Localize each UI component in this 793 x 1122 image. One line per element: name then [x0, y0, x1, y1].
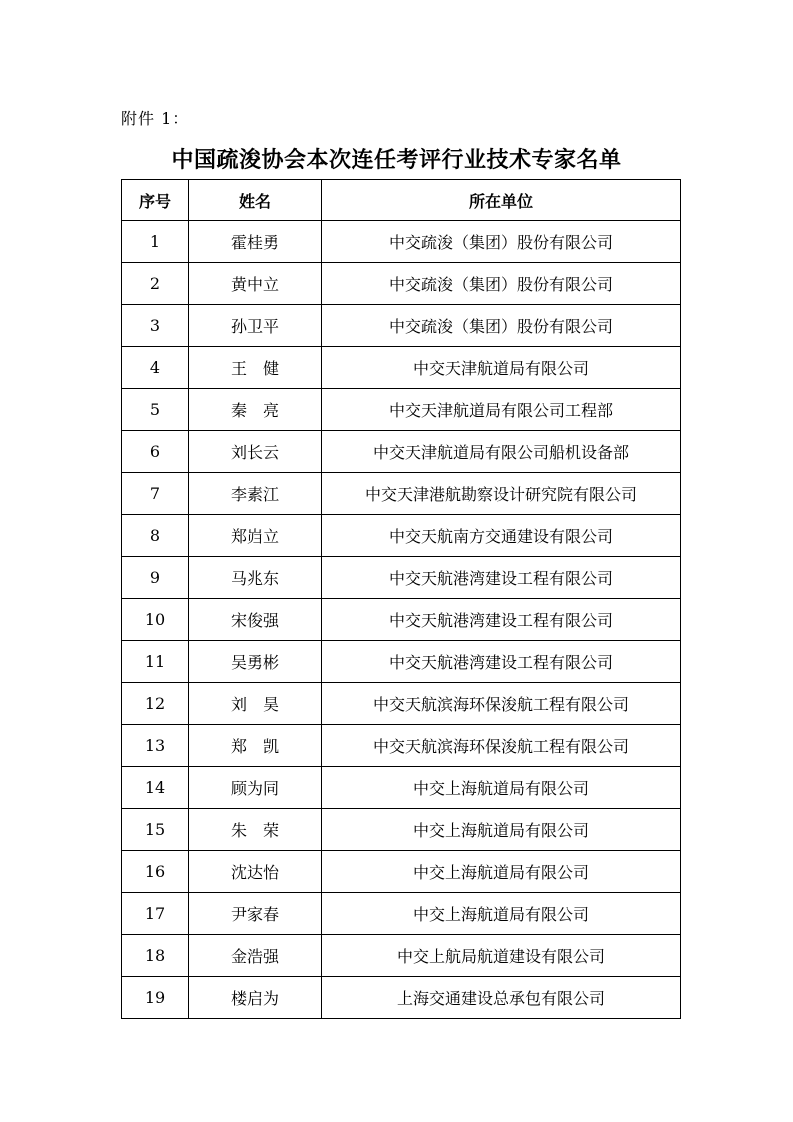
- row-name: 金浩强: [189, 935, 322, 977]
- row-name: 郑 凯: [189, 725, 322, 767]
- row-index: 5: [122, 389, 189, 431]
- row-unit: 中交疏浚（集团）股份有限公司: [322, 221, 681, 263]
- row-unit: 中交上海航道局有限公司: [322, 851, 681, 893]
- row-unit: 中交天津港航勘察设计研究院有限公司: [322, 473, 681, 515]
- row-index: 11: [122, 641, 189, 683]
- row-index: 13: [122, 725, 189, 767]
- row-unit: 中交天津航道局有限公司工程部: [322, 389, 681, 431]
- row-index: 7: [122, 473, 189, 515]
- table-row: [122, 221, 681, 263]
- header-index: 序号: [122, 180, 189, 221]
- row-index: 15: [122, 809, 189, 851]
- table-row: [122, 473, 681, 515]
- row-name: 李素江: [189, 473, 322, 515]
- table-row: [122, 515, 681, 557]
- row-unit: 中交天航港湾建设工程有限公司: [322, 599, 681, 641]
- table-row: [122, 599, 681, 641]
- row-unit: 中交上海航道局有限公司: [322, 809, 681, 851]
- attachment-label: 附件 1：: [121, 109, 190, 128]
- row-unit: 中交天航滨海环保浚航工程有限公司: [322, 683, 681, 725]
- header-unit: 所在单位: [322, 180, 681, 221]
- row-name: 孙卫平: [189, 305, 322, 347]
- header-name: 姓名: [189, 180, 322, 221]
- row-name: 楼启为: [189, 977, 322, 1019]
- row-unit: 上海交通建设总承包有限公司: [322, 977, 681, 1019]
- row-index: 16: [122, 851, 189, 893]
- table-row: [122, 347, 681, 389]
- table-row: [122, 809, 681, 851]
- row-index: 1: [122, 221, 189, 263]
- row-unit: 中交疏浚（集团）股份有限公司: [322, 305, 681, 347]
- table-row: [122, 893, 681, 935]
- row-name: 刘 昊: [189, 683, 322, 725]
- row-unit: 中交天航港湾建设工程有限公司: [322, 557, 681, 599]
- expert-list-table: [121, 179, 681, 1019]
- row-unit: 中交天航港湾建设工程有限公司: [322, 641, 681, 683]
- table-row: [122, 935, 681, 977]
- table-row: [122, 389, 681, 431]
- table-row: [122, 851, 681, 893]
- table-row: [122, 767, 681, 809]
- table-row: [122, 263, 681, 305]
- row-index: 9: [122, 557, 189, 599]
- row-unit: 中交上海航道局有限公司: [322, 767, 681, 809]
- row-name: 马兆东: [189, 557, 322, 599]
- row-index: 3: [122, 305, 189, 347]
- row-name: 宋俊强: [189, 599, 322, 641]
- table-row: [122, 557, 681, 599]
- table-row: [122, 977, 681, 1019]
- table-row: [122, 431, 681, 473]
- table-header-row: [122, 180, 681, 221]
- row-index: 14: [122, 767, 189, 809]
- row-name: 秦 亮: [189, 389, 322, 431]
- row-index: 10: [122, 599, 189, 641]
- row-name: 刘长云: [189, 431, 322, 473]
- table-row: [122, 725, 681, 767]
- row-unit: 中交天航滨海环保浚航工程有限公司: [322, 725, 681, 767]
- row-index: 8: [122, 515, 189, 557]
- row-unit: 中交疏浚（集团）股份有限公司: [322, 263, 681, 305]
- row-name: 霍桂勇: [189, 221, 322, 263]
- row-unit: 中交天津航道局有限公司船机设备部: [322, 431, 681, 473]
- document-title: 中国疏浚协会本次连任考评行业技术专家名单: [171, 148, 622, 173]
- row-name: 顾为同: [189, 767, 322, 809]
- table-row: [122, 683, 681, 725]
- row-unit: 中交上海航道局有限公司: [322, 893, 681, 935]
- row-unit: 中交上航局航道建设有限公司: [322, 935, 681, 977]
- row-unit: 中交天航南方交通建设有限公司: [322, 515, 681, 557]
- row-index: 6: [122, 431, 189, 473]
- row-name: 黄中立: [189, 263, 322, 305]
- row-index: 18: [122, 935, 189, 977]
- row-index: 12: [122, 683, 189, 725]
- table-row: [122, 305, 681, 347]
- row-unit: 中交天津航道局有限公司: [322, 347, 681, 389]
- row-name: 吴勇彬: [189, 641, 322, 683]
- row-index: 17: [122, 893, 189, 935]
- row-index: 2: [122, 263, 189, 305]
- row-name: 尹家春: [189, 893, 322, 935]
- row-name: 朱 荣: [189, 809, 322, 851]
- row-name: 王 健: [189, 347, 322, 389]
- row-name: 沈达怡: [189, 851, 322, 893]
- table-row: [122, 641, 681, 683]
- row-index: 19: [122, 977, 189, 1019]
- row-index: 4: [122, 347, 189, 389]
- row-name: 郑岿立: [189, 515, 322, 557]
